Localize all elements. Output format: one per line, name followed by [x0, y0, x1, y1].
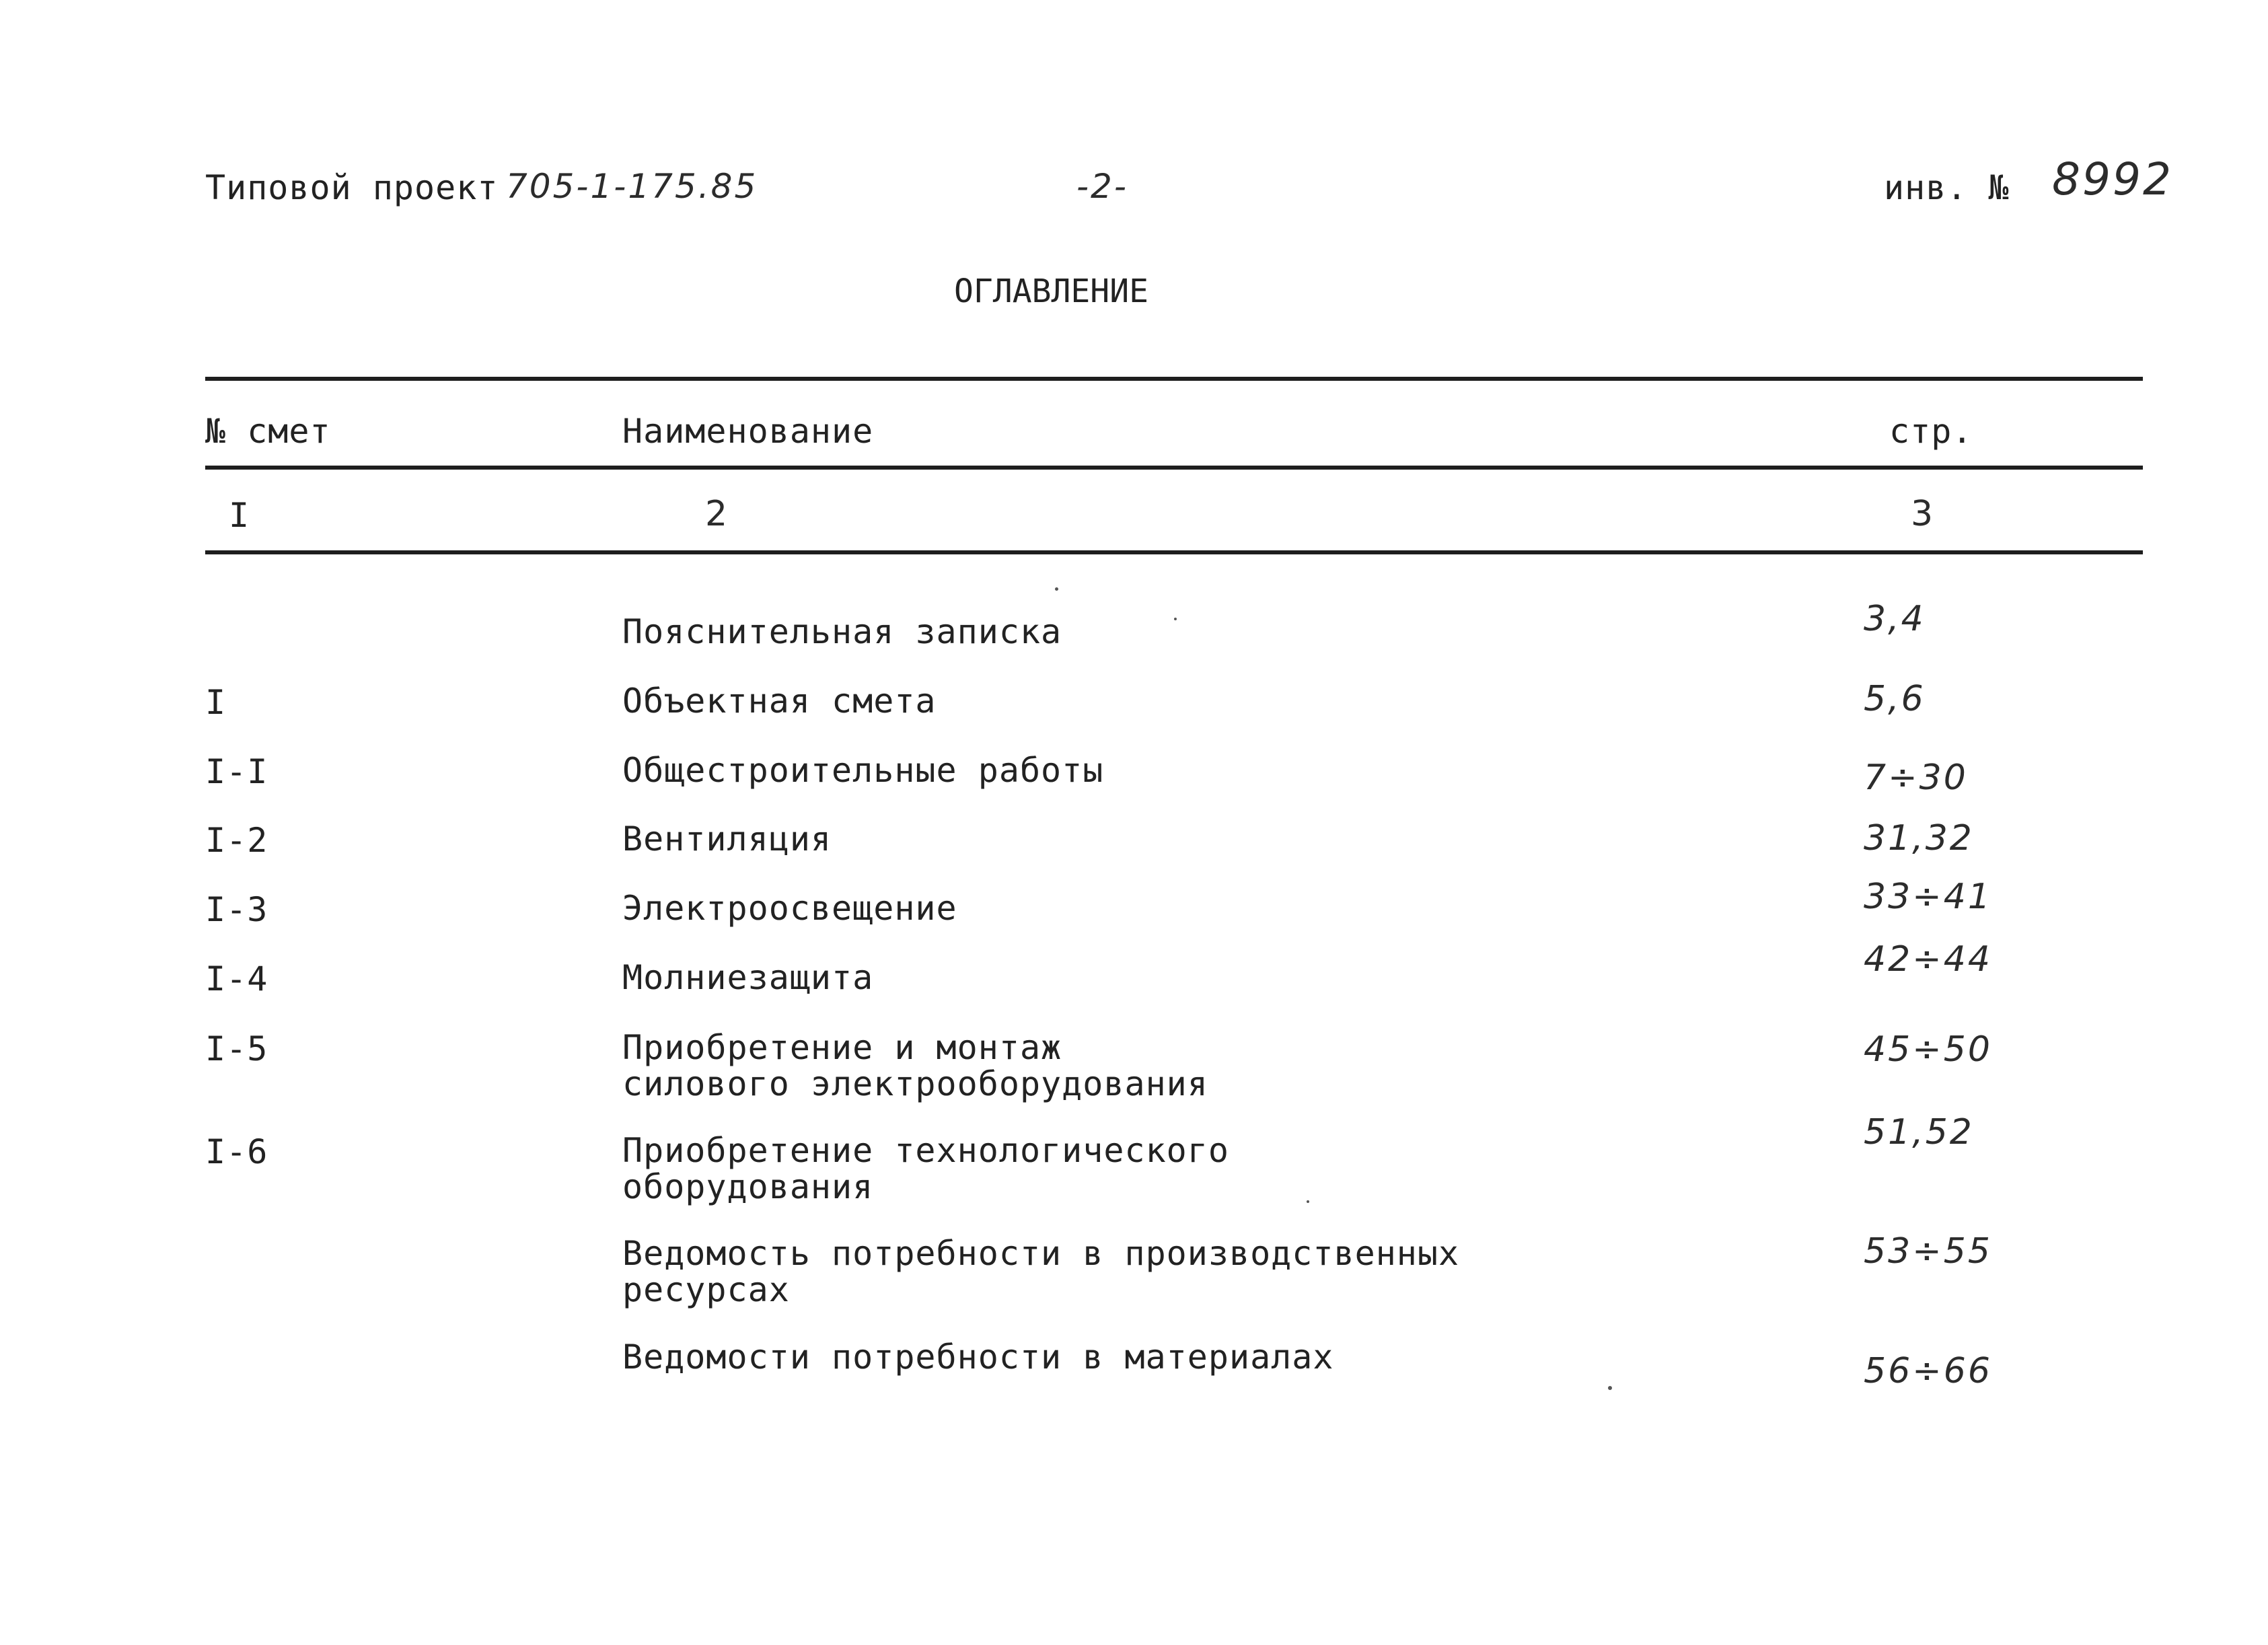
section-name-line: Объектная смета	[622, 682, 937, 721]
column-numbers-rule	[205, 550, 2143, 554]
estimate-number: I-6	[205, 1132, 268, 1171]
section-name	[622, 1029, 1208, 1102]
section-name-line: Приобретение и монтаж	[622, 1028, 1062, 1067]
section-name-line: Приобретение технологического	[622, 1131, 1229, 1170]
estimate-number: I-5	[205, 1029, 268, 1068]
page-range: 56÷66	[1864, 1351, 1992, 1391]
column-number-3: 3	[1911, 494, 1936, 534]
estimate-number: I	[205, 683, 227, 722]
section-name-line: Молниезащита	[622, 958, 874, 997]
column-number-1: I	[229, 496, 250, 535]
section-name-line: Общестроительные работы	[622, 751, 1104, 790]
section-name-line: силового электрооборудования	[622, 1064, 1208, 1103]
page-range: 31,32	[1864, 818, 1974, 858]
inventory-number: 8992	[2052, 153, 2173, 205]
section-name-line: ресурсах	[622, 1270, 790, 1309]
page-range: 42÷44	[1864, 939, 1992, 980]
section-name-line: Ведомость потребности в производственных	[622, 1234, 1460, 1273]
section-name-line: оборудования	[622, 1167, 874, 1206]
table-top-rule	[205, 377, 2143, 381]
page-range: 53÷55	[1864, 1231, 1992, 1272]
page-range: 7÷30	[1864, 758, 1968, 798]
page-range: 3,4	[1864, 599, 1926, 639]
column-header-estimate-number: № смет	[205, 412, 331, 451]
scan-speck	[1174, 618, 1177, 620]
section-name-line: Ведомости потребности в материалах	[622, 1338, 1334, 1377]
estimate-number: I-2	[205, 821, 268, 860]
project-number: 705-1-175.85	[506, 167, 758, 206]
estimate-number: I-3	[205, 890, 268, 929]
column-header-page: стр.	[1889, 412, 1973, 451]
inventory-label: инв. №	[1884, 168, 2010, 207]
scan-speck	[1608, 1386, 1612, 1390]
scan-speck	[1307, 1200, 1309, 1203]
page-range: 45÷50	[1864, 1029, 1992, 1070]
section-name-line: Вентиляция	[622, 819, 832, 858]
column-number-2: 2	[705, 494, 730, 534]
estimate-number: I-I	[205, 752, 268, 791]
section-name	[622, 1132, 1229, 1205]
estimate-number: I-4	[205, 959, 268, 998]
scan-speck	[1055, 587, 1058, 591]
section-name-line: Электроосвещение	[622, 889, 957, 928]
page-range: 5,6	[1864, 679, 1926, 719]
section-name-line: Пояснительная записка	[622, 612, 1062, 651]
page-range: 51,52	[1864, 1112, 1974, 1153]
header-bottom-rule	[205, 466, 2143, 470]
column-header-name: Наименование	[622, 412, 874, 451]
project-label: Типовой проект	[205, 168, 499, 207]
page-range: 33÷41	[1864, 877, 1992, 917]
section-name	[622, 1235, 1459, 1308]
document-title: ОГЛАВЛЕНИЕ	[954, 272, 1148, 310]
page-marker: -2-	[1076, 167, 1128, 206]
